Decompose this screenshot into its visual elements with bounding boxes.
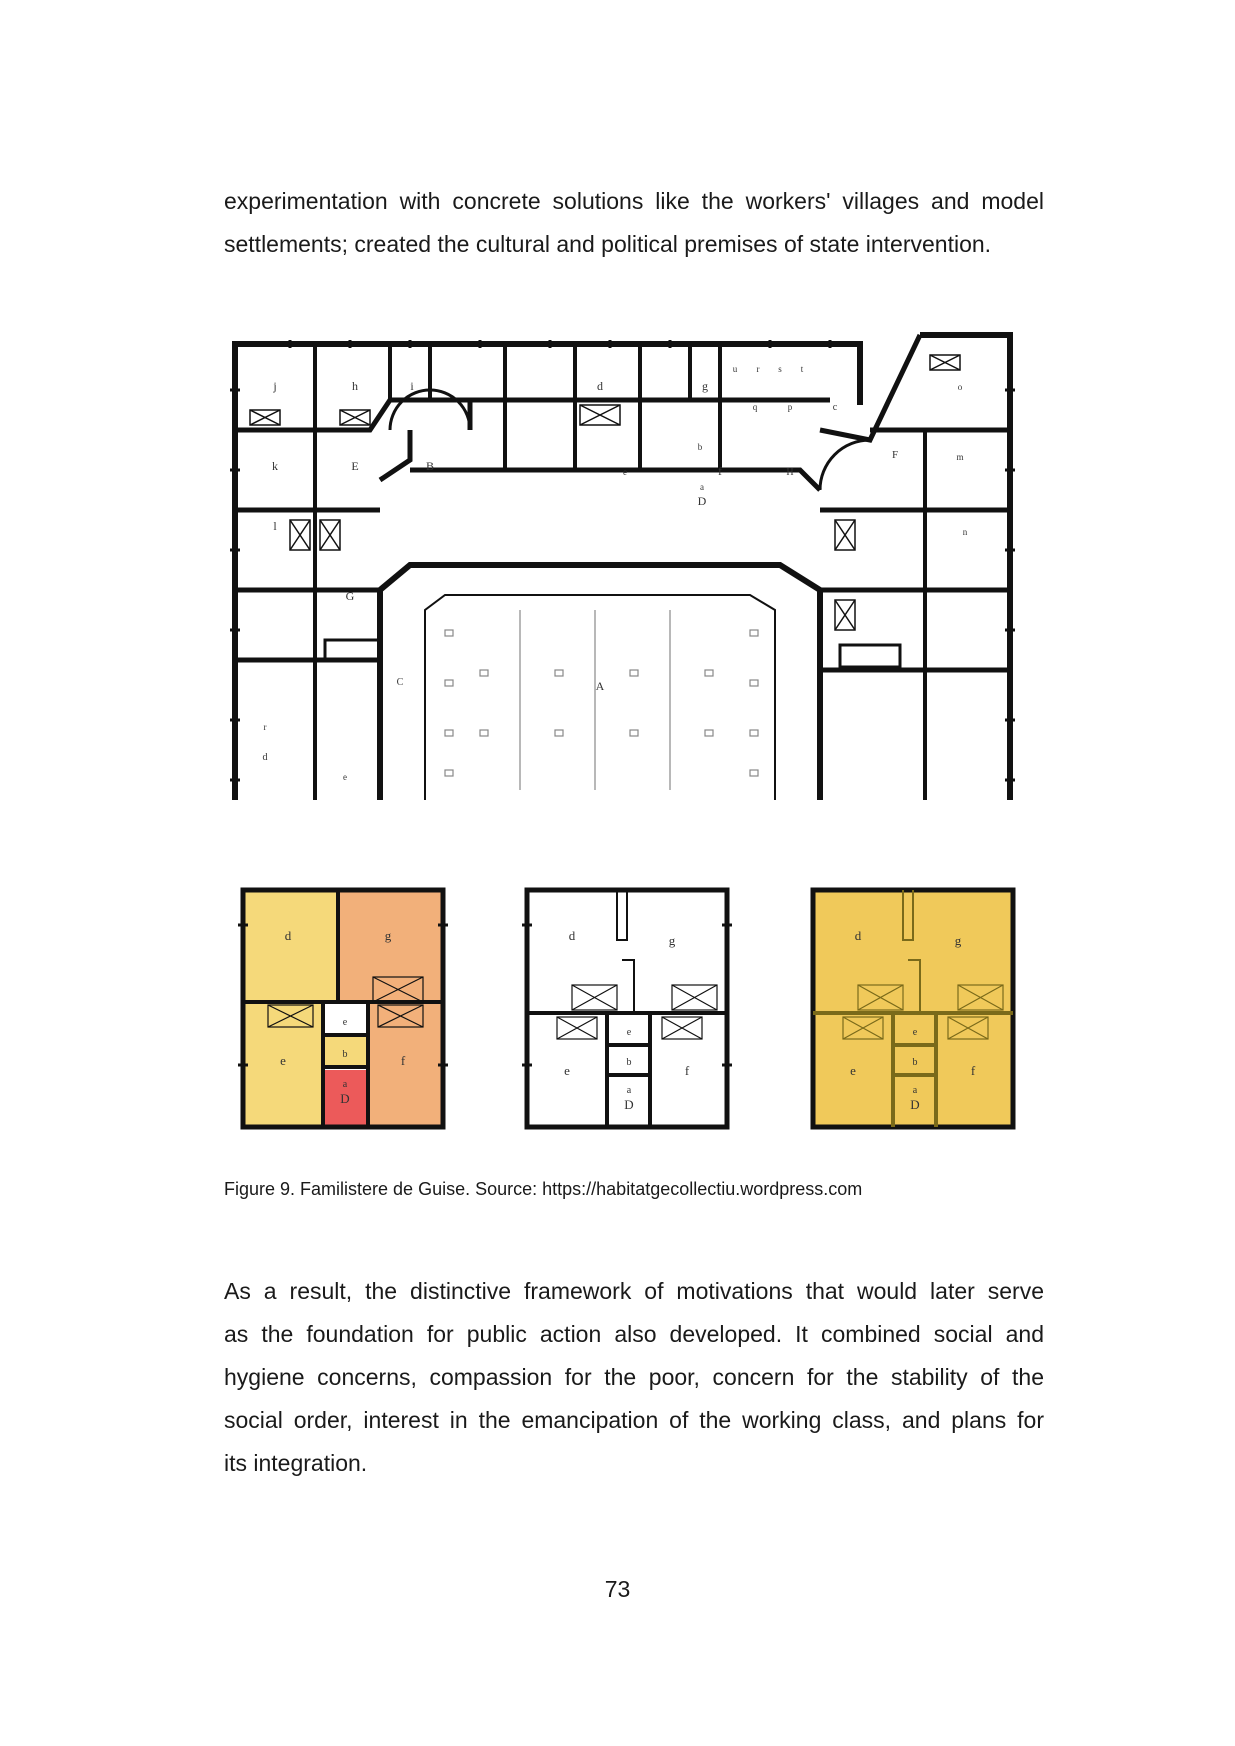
unit-plan-gold [808, 885, 1023, 1135]
unit-label: e [342, 1017, 348, 1028]
unit-label: d [568, 928, 576, 943]
unit-label: e [850, 1063, 856, 1078]
unit-label: e [912, 1027, 918, 1038]
plan-label: d [597, 379, 603, 393]
unit-plan-plain [522, 885, 737, 1135]
plan-label: j [273, 379, 277, 393]
plan-label: m [956, 452, 964, 462]
page-number: 73 [604, 1576, 631, 1602]
plan-label: r [756, 364, 760, 374]
unit-label: d [284, 928, 292, 943]
unit-label: g [668, 933, 676, 948]
plan-label: d [262, 752, 268, 763]
plan-label: s [778, 364, 782, 374]
plan-label: l [273, 519, 277, 533]
plan-label: i [410, 379, 414, 393]
unit-label: f [684, 1063, 690, 1078]
unit-label: b [912, 1057, 918, 1068]
plan-label: c [832, 402, 838, 413]
unit-label: D [910, 1097, 920, 1112]
unit-plan-colored [238, 885, 453, 1135]
text-line: as the foundation for public action also developed. It combined social and [224, 1321, 1044, 1347]
unit-label: d [854, 928, 862, 943]
plan-label: r [263, 722, 267, 732]
unit-label: e [564, 1063, 570, 1078]
plan-label: A [595, 679, 605, 693]
plan-label: g [702, 379, 708, 393]
paragraph-bottom [224, 1270, 1044, 1485]
unit-label: a [912, 1085, 918, 1096]
plan-label: H [786, 467, 794, 478]
text-line: social order, interest in the emancipation of the working class, and plans for [224, 1407, 1044, 1433]
text-line: its integration. [224, 1450, 368, 1476]
plan-label: p [787, 402, 793, 412]
plan-label: h [352, 379, 358, 393]
plan-label: B [425, 459, 435, 473]
text-line: As a result, the distinctive framework of motivations that would later serve [224, 1278, 1044, 1304]
plan-label: u [732, 364, 738, 374]
text-line: hygiene concerns, compassion for the poor, concern for the stability of the [224, 1364, 1044, 1390]
plan-label: e [343, 772, 347, 782]
paragraph-top [224, 180, 1044, 266]
plan-label: b [697, 442, 703, 452]
figure-caption: Figure 9. Familistere de Guise. Source: https://habitatgecollectiu.wordpress.com [224, 1179, 863, 1199]
plan-label: D [697, 494, 707, 508]
text-line: experimentation with concrete solutions like the workers' villages and model [224, 188, 1044, 214]
unit-label: D [340, 1091, 350, 1106]
plan-label: n [962, 527, 968, 537]
main-floor-plan [230, 310, 1030, 805]
plan-label: t [800, 364, 804, 374]
plan-label: k [272, 459, 278, 473]
unit-label: g [954, 933, 962, 948]
unit-label: g [384, 928, 392, 943]
unit-label: D [624, 1097, 634, 1112]
plan-label: C [396, 677, 404, 688]
plan-label: e [623, 467, 627, 477]
plan-label: G [345, 589, 355, 603]
plan-label: q [752, 402, 758, 412]
plan-label: E [351, 459, 359, 473]
plan-label: F [891, 449, 899, 461]
plan-label: a [700, 482, 704, 492]
unit-label: f [400, 1053, 406, 1068]
unit-label: b [342, 1049, 348, 1060]
unit-label: e [626, 1027, 632, 1038]
unit-label: a [626, 1085, 632, 1096]
unit-label: a [342, 1079, 348, 1090]
unit-label: e [280, 1053, 286, 1068]
unit-label: f [970, 1063, 976, 1078]
plan-label: f [718, 464, 722, 478]
text-line: settlements; created the cultural and political premises of state intervention. [224, 231, 992, 257]
unit-label: b [626, 1057, 632, 1068]
plan-label: o [957, 382, 963, 392]
